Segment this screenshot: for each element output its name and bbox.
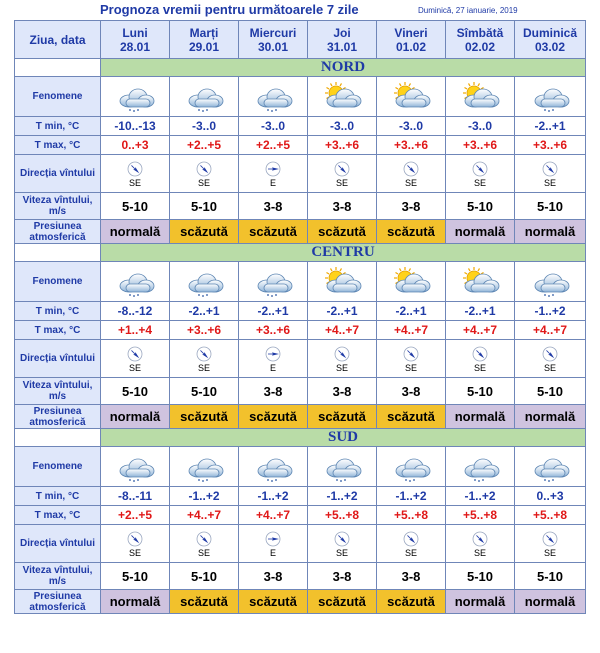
- compass-arrow-icon: [170, 531, 238, 547]
- wind-speed-value: 5-10: [515, 563, 586, 590]
- phenomena-cell: [101, 77, 170, 117]
- day-name: Vineri: [394, 25, 428, 40]
- day-name: Miercuri: [249, 25, 297, 40]
- pressure-label: Presiunea atmosferică: [15, 405, 101, 429]
- wind-direction-value: SE: [335, 363, 348, 373]
- wind-direction-cell: [239, 340, 308, 378]
- tmax-value: +5..+8: [515, 506, 586, 525]
- phenomena-cell: [446, 77, 515, 117]
- tmax-value: +3..+6: [170, 321, 239, 340]
- tmax-value: +5..+8: [308, 506, 377, 525]
- pressure-value: scăzută: [377, 220, 446, 244]
- region-name: NORD: [101, 59, 586, 77]
- tmin-value: -2..+1: [377, 302, 446, 321]
- wind-direction-value: SE: [197, 548, 210, 558]
- phenomena-cell: [239, 77, 308, 117]
- wind-speed-value: 5-10: [101, 563, 170, 590]
- wind-speed-value: 3-8: [308, 378, 377, 405]
- tmax-value: +4..+7: [515, 321, 586, 340]
- tmax-value: +5..+8: [446, 506, 515, 525]
- pressure-value: normală: [101, 405, 170, 429]
- tmin-row: [15, 487, 586, 506]
- tmin-value: -3..0: [308, 117, 377, 136]
- phenomena-cell: [308, 262, 377, 302]
- wind-direction-cell: [446, 340, 515, 378]
- tmax-value: +4..+7: [170, 506, 239, 525]
- tmin-label: T min, °C: [15, 302, 101, 321]
- wind-direction-cell: [170, 525, 239, 563]
- cloud-snow-icon: [515, 451, 585, 483]
- wind-speed-value: 3-8: [377, 378, 446, 405]
- tmin-value: -3..0: [170, 117, 239, 136]
- tmax-value: 0..+3: [101, 136, 170, 155]
- phenomena-label: Fenomene: [15, 447, 101, 487]
- wind-direction-cell: [446, 155, 515, 193]
- region-name: CENTRU: [101, 244, 586, 262]
- phenomena-label: Fenomene: [15, 262, 101, 302]
- phenomena-cell: [446, 262, 515, 302]
- wind-direction-value: E: [269, 363, 276, 373]
- wind-direction-value: SE: [197, 178, 210, 188]
- tmin-value: -3..0: [239, 117, 308, 136]
- phenomena-cell: [239, 262, 308, 302]
- pressure-value: scăzută: [170, 405, 239, 429]
- pressure-value: scăzută: [170, 590, 239, 614]
- wind-direction-label: Direcția vîntului: [15, 155, 101, 193]
- tmax-value: +5..+8: [377, 506, 446, 525]
- pressure-value: normală: [515, 590, 586, 614]
- tmin-value: -1..+2: [170, 487, 239, 506]
- phenomena-cell: [170, 77, 239, 117]
- cloud-snow-icon: [101, 266, 169, 298]
- compass-arrow-icon: [377, 161, 445, 177]
- pressure-value: normală: [515, 220, 586, 244]
- compass-arrow-icon: [170, 346, 238, 362]
- phenomena-cell: [377, 262, 446, 302]
- day-date: 31.01: [326, 39, 358, 54]
- day-header-cell: [101, 21, 170, 59]
- tmin-value: -2..+1: [446, 302, 515, 321]
- wind-direction-value: SE: [128, 363, 141, 373]
- cloud-snow-icon: [308, 451, 376, 483]
- compass-arrow-icon: [239, 531, 307, 547]
- phenomena-cell: [377, 447, 446, 487]
- cloud-snow-icon: [239, 451, 307, 483]
- wind-direction-cell: [101, 155, 170, 193]
- tmin-value: -2..+1: [515, 117, 586, 136]
- compass-arrow-icon: [377, 346, 445, 362]
- compass-arrow-icon: [515, 161, 585, 177]
- issue-date: Duminică, 27 ianuarie, 2019: [418, 6, 518, 15]
- wind-speed-value: 5-10: [170, 378, 239, 405]
- tmin-value: -1..+2: [446, 487, 515, 506]
- wind-speed-value: 3-8: [239, 378, 308, 405]
- sun-cloud-icon: [446, 81, 514, 113]
- pressure-value: normală: [101, 590, 170, 614]
- wind-speed-label: Viteza vîntului, m/s: [15, 193, 101, 220]
- pressure-row: [15, 220, 586, 244]
- wind-speed-row: [15, 563, 586, 590]
- region-row: [15, 429, 586, 447]
- tmax-value: +4..+7: [446, 321, 515, 340]
- wind-direction-cell: [377, 340, 446, 378]
- wind-speed-value: 5-10: [170, 563, 239, 590]
- day-name: Luni: [122, 25, 148, 40]
- wind-direction-cell: [170, 155, 239, 193]
- wind-direction-cell: [377, 155, 446, 193]
- pressure-value: normală: [446, 405, 515, 429]
- tmin-value: -1..+2: [239, 487, 308, 506]
- pressure-value: normală: [101, 220, 170, 244]
- region-row: [15, 59, 586, 77]
- tmax-value: +2..+5: [101, 506, 170, 525]
- sun-cloud-icon: [377, 266, 445, 298]
- tmax-value: +3..+6: [308, 136, 377, 155]
- pressure-value: scăzută: [308, 220, 377, 244]
- wind-direction-label: Direcția vîntului: [15, 525, 101, 563]
- cloud-snow-icon: [170, 266, 238, 298]
- compass-arrow-icon: [101, 531, 169, 547]
- tmax-value: +4..+7: [308, 321, 377, 340]
- region-spacer: [15, 59, 101, 77]
- tmax-label: T max, °C: [15, 136, 101, 155]
- wind-direction-value: SE: [335, 178, 348, 188]
- day-date: 30.01: [257, 39, 289, 54]
- tmax-value: +4..+7: [239, 506, 308, 525]
- pressure-value: scăzută: [308, 590, 377, 614]
- wind-speed-label: Viteza vîntului, m/s: [15, 378, 101, 405]
- compass-arrow-icon: [308, 531, 376, 547]
- day-date: 28.01: [119, 39, 151, 54]
- pressure-value: scăzută: [377, 405, 446, 429]
- phenomena-label: Fenomene: [15, 77, 101, 117]
- tmin-value: -1..+2: [515, 302, 586, 321]
- pressure-value: scăzută: [239, 405, 308, 429]
- day-name: Marți: [189, 25, 219, 40]
- pressure-row: [15, 590, 586, 614]
- wind-direction-label: Direcția vîntului: [15, 340, 101, 378]
- compass-arrow-icon: [239, 161, 307, 177]
- tmin-value: 0..+3: [515, 487, 586, 506]
- wind-speed-value: 5-10: [515, 378, 586, 405]
- day-date: 29.01: [188, 39, 220, 54]
- day-header-cell: [308, 21, 377, 59]
- wind-speed-value: 3-8: [308, 563, 377, 590]
- region-spacer: [15, 244, 101, 262]
- sun-cloud-icon: [308, 266, 376, 298]
- wind-direction-cell: [239, 155, 308, 193]
- wind-direction-cell: [515, 525, 586, 563]
- pressure-value: scăzută: [170, 220, 239, 244]
- day-header-cell: [446, 21, 515, 59]
- tmin-value: -2..+1: [308, 302, 377, 321]
- tmin-value: -3..0: [446, 117, 515, 136]
- pressure-value: scăzută: [308, 405, 377, 429]
- wind-direction-cell: [446, 525, 515, 563]
- wind-speed-value: 3-8: [239, 193, 308, 220]
- tmax-value: +1..+4: [101, 321, 170, 340]
- wind-direction-value: SE: [404, 548, 417, 558]
- compass-arrow-icon: [101, 161, 169, 177]
- compass-arrow-icon: [515, 531, 585, 547]
- tmax-label: T max, °C: [15, 506, 101, 525]
- wind-speed-value: 5-10: [446, 193, 515, 220]
- wind-speed-value: 5-10: [446, 378, 515, 405]
- tmin-value: -8..-11: [101, 487, 170, 506]
- wind-direction-cell: [515, 340, 586, 378]
- tmin-label: T min, °C: [15, 487, 101, 506]
- tmax-value: +3..+6: [446, 136, 515, 155]
- compass-arrow-icon: [446, 161, 514, 177]
- wind-direction-cell: [308, 525, 377, 563]
- wind-speed-value: 5-10: [101, 378, 170, 405]
- tmax-value: +2..+5: [170, 136, 239, 155]
- tmin-value: -3..0: [377, 117, 446, 136]
- cloud-snow-icon: [101, 81, 169, 113]
- pressure-row: [15, 405, 586, 429]
- forecast-table: [14, 20, 586, 614]
- wind-speed-value: 5-10: [101, 193, 170, 220]
- tmin-label: T min, °C: [15, 117, 101, 136]
- cloud-snow-icon: [239, 81, 307, 113]
- sun-cloud-icon: [446, 266, 514, 298]
- tmin-value: -1..+2: [377, 487, 446, 506]
- wind-speed-value: 5-10: [170, 193, 239, 220]
- pressure-label: Presiunea atmosferică: [15, 220, 101, 244]
- pressure-value: normală: [515, 405, 586, 429]
- pressure-value: scăzută: [239, 590, 308, 614]
- wind-direction-cell: [101, 340, 170, 378]
- cloud-snow-icon: [446, 451, 514, 483]
- phenomena-cell: [101, 262, 170, 302]
- wind-direction-cell: [308, 155, 377, 193]
- wind-direction-value: E: [269, 178, 276, 188]
- wind-speed-label: Viteza vîntului, m/s: [15, 563, 101, 590]
- cloud-snow-icon: [377, 451, 445, 483]
- wind-direction-value: SE: [543, 548, 556, 558]
- tmin-row: [15, 117, 586, 136]
- compass-arrow-icon: [101, 346, 169, 362]
- day-name: Sîmbătă: [456, 25, 504, 40]
- pressure-value: scăzută: [239, 220, 308, 244]
- region-spacer: [15, 429, 101, 447]
- day-header-row: [15, 21, 586, 59]
- wind-direction-cell: [170, 340, 239, 378]
- cloud-snow-icon: [515, 81, 585, 113]
- compass-arrow-icon: [377, 531, 445, 547]
- phenomena-cell: [101, 447, 170, 487]
- cloud-snow-icon: [515, 266, 585, 298]
- wind-direction-row: [15, 155, 586, 193]
- tmin-value: -10..-13: [101, 117, 170, 136]
- wind-direction-value: SE: [128, 178, 141, 188]
- wind-direction-value: SE: [197, 363, 210, 373]
- cloud-snow-icon: [239, 266, 307, 298]
- compass-arrow-icon: [308, 161, 376, 177]
- compass-arrow-icon: [308, 346, 376, 362]
- pressure-value: scăzută: [377, 590, 446, 614]
- compass-arrow-icon: [239, 346, 307, 362]
- day-date: 01.02: [395, 39, 427, 54]
- phenomena-cell: [515, 447, 586, 487]
- compass-arrow-icon: [515, 346, 585, 362]
- tmin-value: -2..+1: [170, 302, 239, 321]
- pressure-value: normală: [446, 220, 515, 244]
- phenomena-cell: [170, 447, 239, 487]
- tmax-value: +4..+7: [377, 321, 446, 340]
- tmax-label: T max, °C: [15, 321, 101, 340]
- tmin-value: -1..+2: [308, 487, 377, 506]
- compass-arrow-icon: [446, 531, 514, 547]
- phenomena-row: [15, 262, 586, 302]
- phenomena-cell: [515, 77, 586, 117]
- wind-direction-row: [15, 525, 586, 563]
- wind-speed-value: 3-8: [239, 563, 308, 590]
- wind-direction-row: [15, 340, 586, 378]
- pressure-value: normală: [446, 590, 515, 614]
- compass-arrow-icon: [170, 161, 238, 177]
- tmax-row: [15, 136, 586, 155]
- wind-direction-value: SE: [128, 548, 141, 558]
- wind-direction-value: SE: [404, 178, 417, 188]
- wind-direction-cell: [239, 525, 308, 563]
- wind-direction-value: SE: [473, 363, 486, 373]
- tmax-value: +3..+6: [515, 136, 586, 155]
- wind-direction-value: SE: [473, 178, 486, 188]
- wind-speed-value: 3-8: [377, 193, 446, 220]
- phenomena-cell: [308, 77, 377, 117]
- sun-cloud-icon: [308, 81, 376, 113]
- phenomena-cell: [308, 447, 377, 487]
- wind-speed-value: 5-10: [515, 193, 586, 220]
- wind-direction-cell: [308, 340, 377, 378]
- tmin-value: -2..+1: [239, 302, 308, 321]
- wind-direction-value: SE: [543, 363, 556, 373]
- tmax-value: +3..+6: [239, 321, 308, 340]
- wind-direction-value: SE: [335, 548, 348, 558]
- wind-speed-row: [15, 378, 586, 405]
- wind-direction-value: SE: [543, 178, 556, 188]
- wind-speed-value: 5-10: [446, 563, 515, 590]
- tmax-value: +3..+6: [377, 136, 446, 155]
- region-row: [15, 244, 586, 262]
- day-name: Joi: [333, 25, 351, 40]
- tmax-row: [15, 506, 586, 525]
- day-date: 03.02: [534, 39, 566, 54]
- phenomena-row: [15, 447, 586, 487]
- wind-direction-cell: [101, 525, 170, 563]
- tmax-row: [15, 321, 586, 340]
- phenomena-cell: [239, 447, 308, 487]
- tmin-row: [15, 302, 586, 321]
- wind-direction-value: E: [269, 548, 276, 558]
- page-title: Prognoza vremii pentru următoarele 7 zile: [100, 2, 359, 17]
- cloud-snow-icon: [101, 451, 169, 483]
- compass-arrow-icon: [446, 346, 514, 362]
- phenomena-cell: [377, 77, 446, 117]
- phenomena-cell: [515, 262, 586, 302]
- wind-direction-value: SE: [473, 548, 486, 558]
- wind-direction-value: SE: [404, 363, 417, 373]
- day-header-cell: [377, 21, 446, 59]
- tmin-value: -8..-12: [101, 302, 170, 321]
- wind-speed-value: 3-8: [308, 193, 377, 220]
- day-header-cell: [170, 21, 239, 59]
- cloud-snow-icon: [170, 451, 238, 483]
- phenomena-cell: [170, 262, 239, 302]
- cloud-snow-icon: [170, 81, 238, 113]
- sun-cloud-icon: [377, 81, 445, 113]
- day-date: 02.02: [464, 39, 496, 54]
- region-name: SUD: [101, 429, 586, 447]
- day-header-cell: [515, 21, 586, 59]
- wind-speed-value: 3-8: [377, 563, 446, 590]
- day-header-cell: [239, 21, 308, 59]
- day-name: Duminică: [522, 25, 577, 40]
- wind-direction-cell: [515, 155, 586, 193]
- tmax-value: +2..+5: [239, 136, 308, 155]
- phenomena-cell: [446, 447, 515, 487]
- header-label: Ziua, data: [15, 21, 101, 59]
- wind-direction-cell: [377, 525, 446, 563]
- pressure-label: Presiunea atmosferică: [15, 590, 101, 614]
- wind-speed-row: [15, 193, 586, 220]
- phenomena-row: [15, 77, 586, 117]
- page-header: [0, 0, 600, 20]
